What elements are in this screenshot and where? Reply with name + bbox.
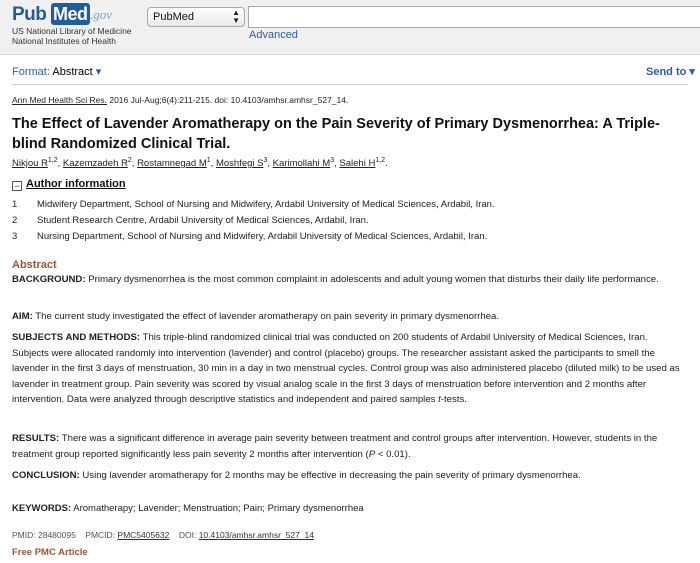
- affiliation-text: Nursing Department, School of Nursing and Midwifery, Ardabil University of Medical Sciences, Ardabil, Iran.: [37, 231, 488, 242]
- results-italic: P: [368, 448, 376, 460]
- author-affil-sup[interactable]: 1,2: [375, 157, 386, 164]
- nlm-line-1: US National Library of Medicine: [12, 26, 132, 36]
- collapse-icon: −: [12, 181, 22, 191]
- citation-line: [12, 95, 348, 105]
- author-affil-sup[interactable]: 1: [206, 157, 211, 164]
- search-input[interactable]: [248, 6, 700, 28]
- author-link[interactable]: Rostamnegad M: [137, 158, 207, 170]
- conclusion-label: CONCLUSION:: [12, 470, 80, 481]
- advanced-search-link[interactable]: Advanced: [249, 29, 298, 41]
- author-separator: ,: [334, 158, 340, 170]
- chevron-down-icon: ▾: [689, 66, 695, 78]
- divider: [12, 84, 688, 85]
- nlm-line-2: National Institutes of Health: [12, 36, 116, 46]
- author-link[interactable]: Nikjou R: [12, 158, 48, 170]
- pmid-value: 28480095: [38, 530, 76, 540]
- author-separator: .: [385, 158, 388, 170]
- abstract-aim: [12, 309, 684, 325]
- pubmed-logo[interactable]: [12, 4, 113, 26]
- affiliation-text: Student Research Centre, Ardabil University of Medical Sciences, Ardabil, Iran.: [37, 215, 369, 226]
- affiliation-number: 2: [12, 215, 18, 226]
- pmid-label: PMID:: [12, 530, 36, 540]
- keywords-text: Aromatherapy; Lavender; Menstruation; Pain; Primary dysmenorrhea: [73, 503, 364, 514]
- pmcid-link[interactable]: PMC5405632: [117, 530, 170, 540]
- author-link[interactable]: Karimollahi M: [272, 158, 331, 170]
- affiliation-number: 3: [12, 231, 18, 242]
- author-link[interactable]: Kazemzadeh R: [62, 158, 128, 170]
- top-bar: [0, 0, 700, 55]
- free-pmc-article-label: Free PMC Article: [12, 547, 88, 558]
- logo-gov-text: .gov: [90, 7, 113, 22]
- methods-tail: -tests.: [440, 394, 467, 405]
- display-options-row: [0, 62, 700, 78]
- aim-label: AIM:: [12, 311, 33, 322]
- nlm-label[interactable]: [12, 26, 132, 46]
- abstract-methods: [12, 330, 684, 408]
- methods-text: This triple-blind randomized clinical trial was conducted on 200 students of Ardabil University of Medical Sciences, Iran. Subjects were allocated randomly into intervention (lavender) and control (placebo) groups. The researcher assistant asked the participants to smell the lavender in the first 3 days of menstruation, 30 min in a day in two menstrual cycles. Control group was also administered placebo (diluted milk) to be used as lavender in treatment group. Pain severity was scored by visual analog scale in the first 3 days of menstruation before intervention and 2 months after intervention. Data were analyzed through descriptive statistics and independent and paired samples: [12, 332, 680, 405]
- methods-italic: t: [438, 394, 441, 405]
- abstract-results: [12, 431, 684, 462]
- background-text: Primary dysmenorrhea is the most common complaint in adolescents and adult young women that disturbs their daily life performance.: [88, 274, 659, 285]
- author-link[interactable]: Salehi H: [339, 158, 376, 170]
- abstract-conclusion: [12, 468, 684, 484]
- logo-med-text: Med: [53, 4, 88, 24]
- pmcid-label: PMCID:: [85, 530, 116, 540]
- abstract-heading: Abstract: [12, 259, 57, 271]
- results-tail: < 0.01).: [375, 448, 411, 460]
- send-to-menu[interactable]: [646, 65, 695, 78]
- chevron-down-icon: ▾: [95, 66, 102, 78]
- citation-details: 2016 Jul-Aug;6(4):211-215. doi: 10.4103/amhsr.amhsr_527_14.: [109, 95, 349, 105]
- background-label: BACKGROUND:: [12, 274, 86, 285]
- author-separator: ,: [210, 158, 216, 170]
- author-separator: ,: [131, 158, 138, 170]
- keywords-label: KEYWORDS:: [12, 503, 72, 514]
- author-separator: ,: [267, 158, 273, 170]
- format-value: Abstract: [52, 66, 93, 78]
- database-select-value: PubMed: [153, 11, 194, 23]
- doi-label: DOI:: [178, 530, 197, 540]
- results-text: There was a significant difference in average pain severity between treatment and control groups after intervention. However, students in the treatment group reported significantly less pain severity 2 months after intervention (: [12, 433, 658, 460]
- identifiers-line: [12, 530, 314, 540]
- abstract-background: [12, 272, 684, 288]
- format-menu[interactable]: [12, 65, 101, 78]
- author-affil-sup[interactable]: 2: [127, 157, 132, 164]
- author-affil-sup[interactable]: 1,2: [47, 157, 58, 164]
- author-affil-sup[interactable]: 3: [330, 157, 335, 164]
- format-label: Format:: [12, 66, 50, 78]
- results-label: RESULTS:: [12, 433, 60, 444]
- keywords-line: [12, 503, 364, 514]
- doi-link[interactable]: 10.4103/amhsr.amhsr_527_14: [198, 530, 315, 540]
- conclusion-text: Using lavender aromatherapy for 2 months may be effective in decreasing the pain severity of primary dysmenorrhea.: [82, 470, 581, 481]
- logo-pub-text: Pub: [12, 4, 47, 25]
- journal-link[interactable]: Ann Med Health Sci Res.: [12, 95, 107, 105]
- send-to-label: Send to: [646, 66, 687, 78]
- affiliation-number: 1: [12, 199, 18, 210]
- author-list: [12, 157, 388, 169]
- aim-text: The current study investigated the effect of lavender aromatherapy on pain severity in primary dysmenorrhea.: [35, 311, 500, 322]
- methods-label: SUBJECTS AND METHODS:: [12, 332, 141, 343]
- author-info-label: Author information: [26, 178, 126, 190]
- select-arrows-icon: ▲ ▼: [232, 8, 240, 25]
- author-affil-sup[interactable]: 3: [263, 157, 268, 164]
- affiliation-text: Midwifery Department, School of Nursing and Midwifery, Ardabil University of Medical Sciences, Ardabil, Iran.: [37, 199, 495, 210]
- author-separator: ,: [57, 158, 63, 170]
- author-link[interactable]: Moshfegi S: [215, 158, 264, 170]
- article-title: The Effect of Lavender Aromatherapy on the Pain Severity of Primary Dysmenorrhea: A Triple-blind Randomized Clinical Trial.: [12, 116, 660, 152]
- database-select[interactable]: [147, 7, 245, 27]
